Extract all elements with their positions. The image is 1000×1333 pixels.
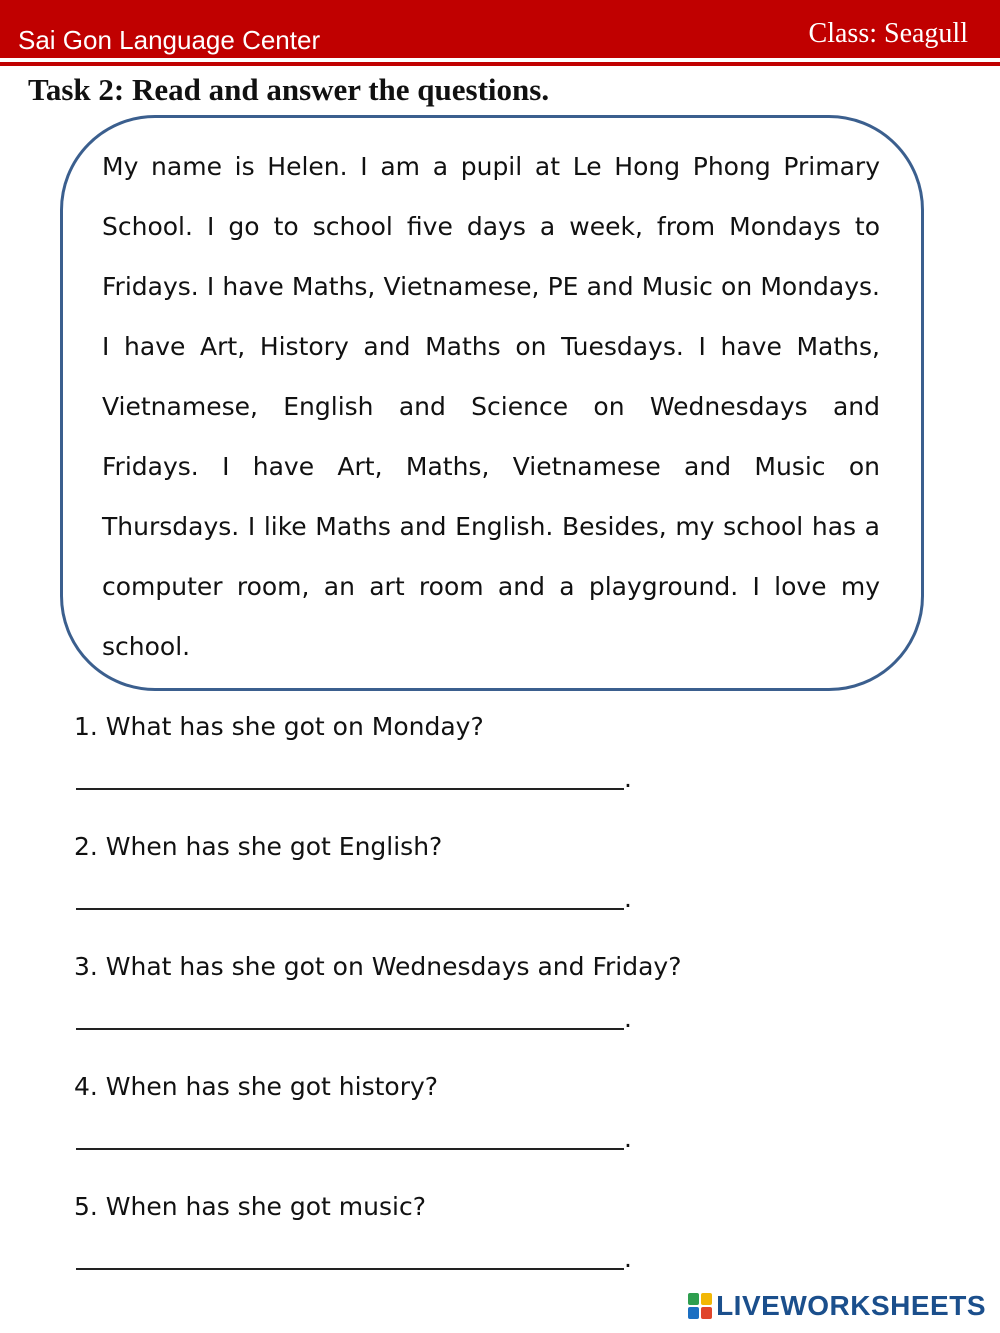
answer-period: . bbox=[624, 1124, 632, 1153]
class-label: Class: Seagull bbox=[808, 18, 968, 49]
answer-input[interactable] bbox=[76, 1028, 624, 1030]
answer-input[interactable] bbox=[76, 1268, 624, 1270]
answer-input[interactable] bbox=[76, 908, 624, 910]
watermark-text: LIVEWORKSHEETS bbox=[716, 1290, 986, 1321]
question-text: 2. When has she got English? bbox=[74, 832, 443, 861]
question-text: 3. What has she got on Wednesdays and Friday? bbox=[74, 952, 682, 981]
answer-period: . bbox=[624, 1244, 632, 1273]
question-text: 4. When has she got history? bbox=[74, 1072, 439, 1101]
answer-input[interactable] bbox=[76, 788, 624, 790]
center-name: Sai Gon Language Center bbox=[18, 25, 321, 55]
liveworksheets-watermark bbox=[688, 1290, 986, 1322]
answer-period: . bbox=[624, 1004, 632, 1033]
question-text: 5. When has she got music? bbox=[74, 1192, 426, 1221]
answer-period: . bbox=[624, 764, 632, 793]
question-text: 1. What has she got on Monday? bbox=[74, 712, 484, 741]
passage-text: My name is Helen. I am a pupil at Le Hong Phong Primary School. I go to school five days a week, from Mondays to Fridays. I have Maths, Vietnamese, PE and Music on Mondays. I have Art, History and Maths on Tuesdays. I have Maths, Vietnamese, English and Science on Wednesdays and Fridays. I have Art, Maths, Vietnamese and Music on Thursdays. I like Maths and English. Besides, my school has a computer room, an art room and a playground. I love my school. bbox=[102, 152, 880, 661]
answer-period: . bbox=[624, 884, 632, 913]
answer-input[interactable] bbox=[76, 1148, 624, 1150]
header-divider bbox=[0, 62, 1000, 66]
task-title: Task 2: Read and answer the questions. bbox=[28, 72, 550, 107]
liveworksheets-logo-icon bbox=[688, 1293, 712, 1319]
